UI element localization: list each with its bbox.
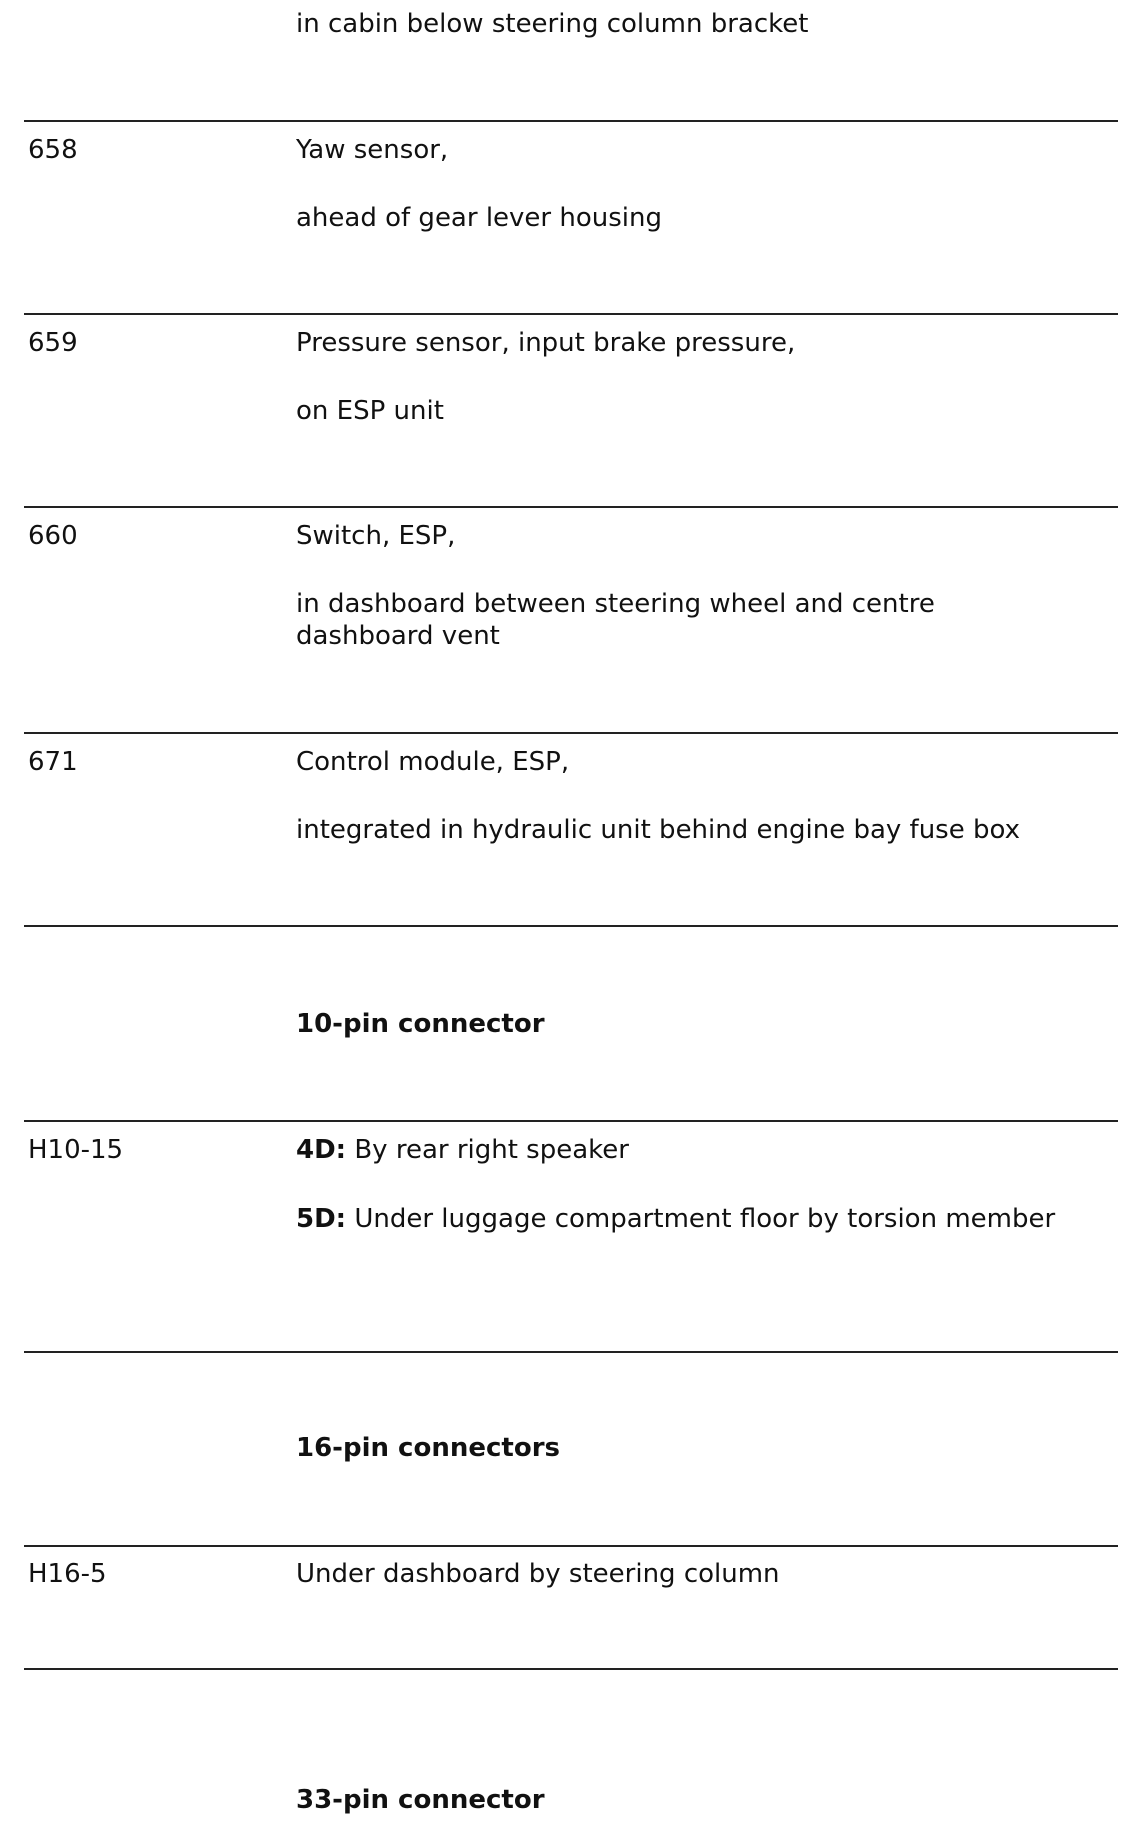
connector-location: Under dashboard by steering column xyxy=(296,1559,780,1589)
component-number: 658 xyxy=(28,135,78,165)
component-title: Control module, ESP, xyxy=(296,747,570,777)
row-divider xyxy=(24,925,1118,927)
variant-text: By rear right speaker xyxy=(346,1135,629,1165)
variant-label: 4D: xyxy=(296,1135,347,1165)
component-number: 659 xyxy=(28,328,78,358)
intro-location-text: in cabin below steering column bracket xyxy=(296,9,809,39)
component-number: 660 xyxy=(28,521,78,551)
component-number: 671 xyxy=(28,747,78,777)
component-location: in dashboard between steering wheel and centre dashboard vent xyxy=(296,589,935,651)
section-heading: 33-pin connector xyxy=(296,1785,545,1815)
row-divider xyxy=(24,732,1118,734)
row-divider xyxy=(24,1351,1118,1353)
row-divider xyxy=(24,506,1118,508)
connector-location-entry xyxy=(296,1134,629,1166)
row-divider xyxy=(24,120,1118,122)
component-location: on ESP unit xyxy=(296,396,444,426)
section-heading: 16-pin connectors xyxy=(296,1433,560,1463)
connector-id: H10-15 xyxy=(28,1135,124,1165)
component-title: Pressure sensor, input brake pressure, xyxy=(296,328,796,358)
connector-location-entry xyxy=(296,1203,1055,1235)
connector-id: H16-5 xyxy=(28,1559,107,1589)
row-divider xyxy=(24,1545,1118,1547)
component-title: Switch, ESP, xyxy=(296,521,456,551)
row-divider xyxy=(24,313,1118,315)
row-divider xyxy=(24,1120,1118,1122)
section-heading: 10-pin connector xyxy=(296,1009,545,1039)
row-divider xyxy=(24,1668,1118,1670)
component-location: integrated in hydraulic unit behind engine bay fuse box xyxy=(296,815,1020,845)
variant-label: 5D: xyxy=(296,1204,347,1234)
component-location: ahead of gear lever housing xyxy=(296,203,662,233)
variant-text: Under luggage compartment floor by torsion member xyxy=(346,1204,1056,1234)
component-title: Yaw sensor, xyxy=(296,135,449,165)
